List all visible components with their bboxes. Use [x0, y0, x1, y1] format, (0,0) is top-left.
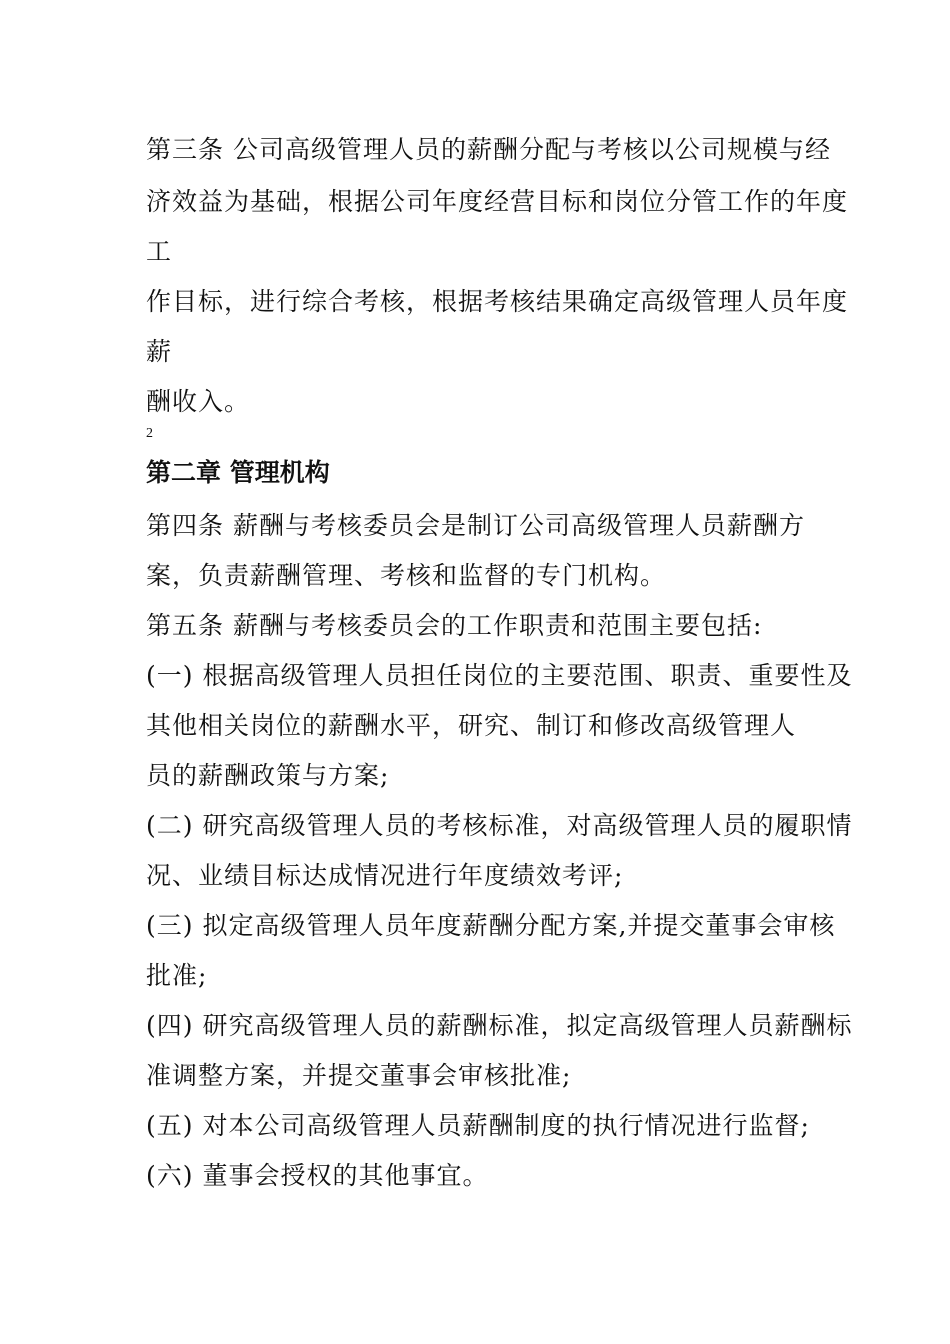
text-line: 员的薪酬政策与方案;: [146, 761, 390, 790]
text-line: 第三条 公司高级管理人员的薪酬分配与考核以公司规模与经: [146, 135, 831, 164]
text-line: (三) 拟定高级管理人员年度薪酬分配方案,并提交董事会审核: [146, 911, 836, 940]
text-line: 工: [146, 237, 173, 266]
text-line: 酬收入。: [146, 387, 251, 416]
text-line: 薪: [146, 337, 173, 366]
article-intro: 第五条 薪酬与考核委员会的工作职责和范围主要包括:: [146, 611, 763, 640]
text-line: 济效益为基础，根据公司年度经营目标和岗位分管工作的年度: [146, 187, 849, 216]
text-line: (一) 根据高级管理人员担任岗位的主要范围、职责、重要性及: [146, 661, 853, 690]
text-line: 批准;: [146, 961, 208, 990]
page-number: 2: [146, 426, 153, 441]
text-line: 第四条 薪酬与考核委员会是制订公司高级管理人员薪酬方: [146, 511, 805, 540]
chapter-heading: 第二章 管理机构: [146, 458, 330, 487]
text-line: (五) 对本公司高级管理人员薪酬制度的执行情况进行监督;: [146, 1111, 810, 1140]
text-line: (二) 研究高级管理人员的考核标准，对高级管理人员的履职情: [146, 811, 853, 840]
text-line: 作目标，进行综合考核，根据考核结果确定高级管理人员年度: [146, 287, 849, 316]
text-line: 准调整方案，并提交董事会审核批准;: [146, 1061, 572, 1090]
text-line: 况、业绩目标达成情况进行年度绩效考评;: [146, 861, 624, 890]
text-line: 其他相关岗位的薪酬水平，研究、制订和修改高级管理人: [146, 711, 797, 740]
text-line: (六) 董事会授权的其他事宜。: [146, 1161, 489, 1190]
text-line: 案，负责薪酬管理、考核和监督的专门机构。: [146, 561, 667, 590]
text-line: (四) 研究高级管理人员的薪酬标准，拟定高级管理人员薪酬标: [146, 1011, 853, 1040]
